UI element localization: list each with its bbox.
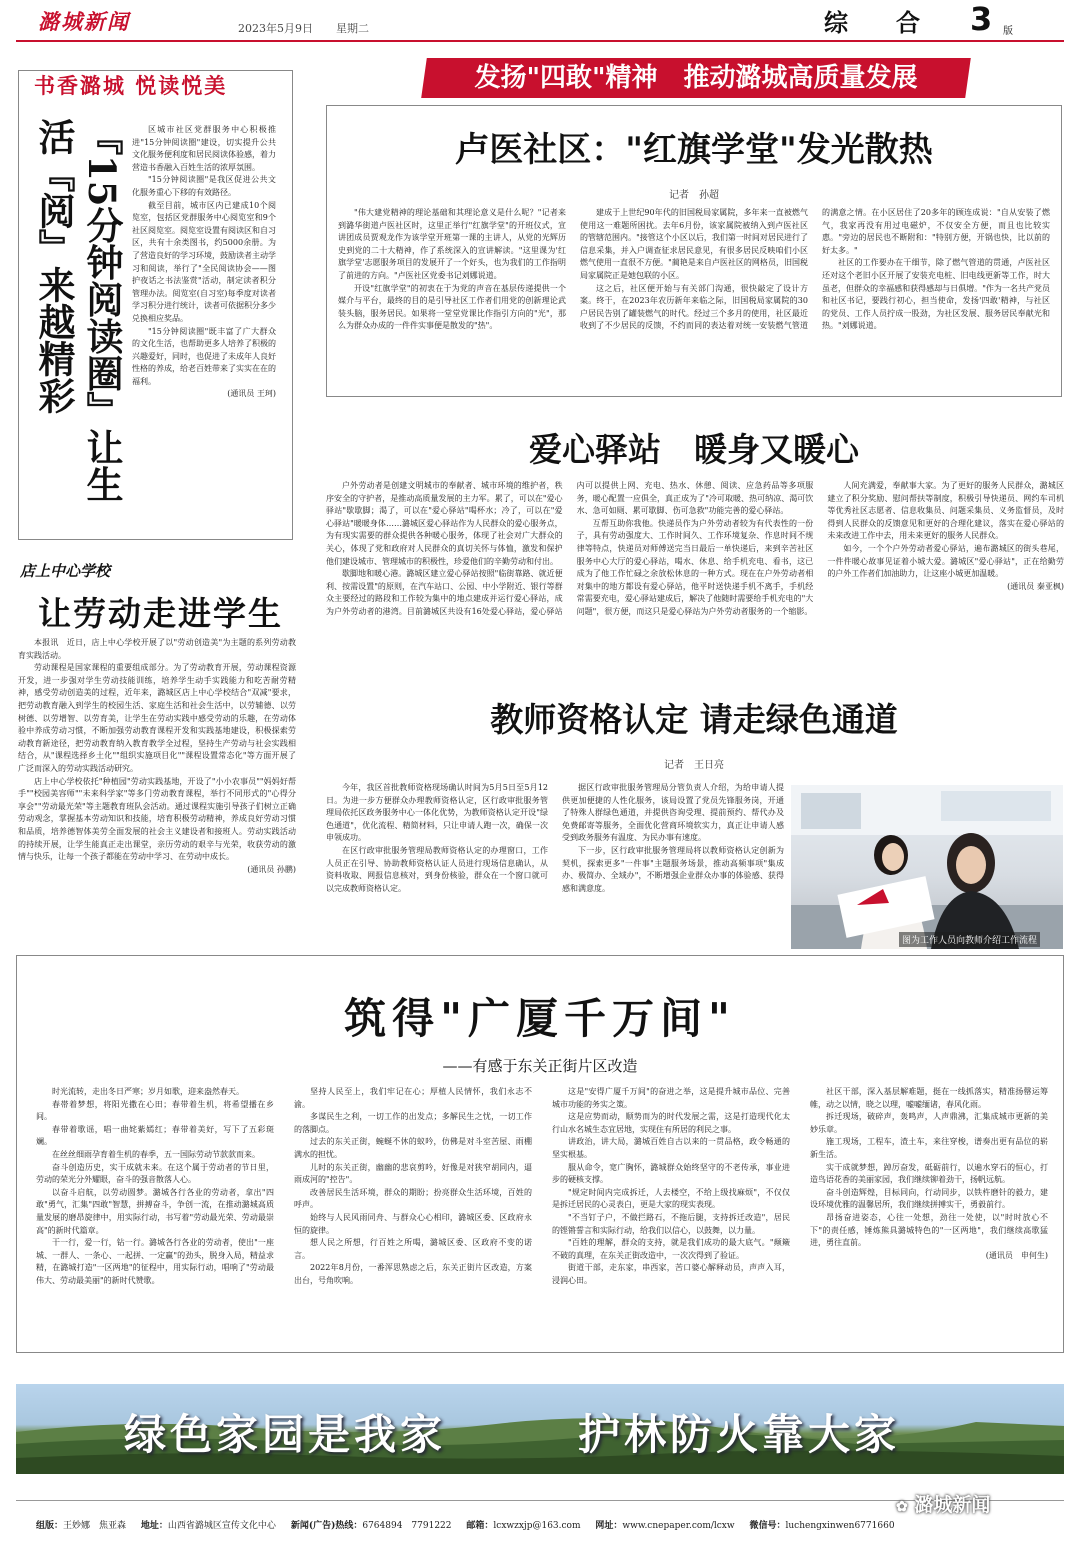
feature-para: "百姓的理解，群众的支持，就是我们成功的最大底气。"颠簸不破的真理，在东关正街改造中，一次次得到了验证。 xyxy=(552,1238,790,1260)
feature-para: 街道干部，走东家，串西家，苦口婆心解释动员，声声入耳，浸润心田。 xyxy=(552,1263,790,1285)
footer-web-label: 网址： xyxy=(595,1521,623,1531)
footer-editor: 王妙娜 焦亚森 xyxy=(63,1521,127,1531)
footer-phone-label: 新闻(广告)热线： xyxy=(290,1521,363,1531)
feature-body xyxy=(36,1086,1048,1342)
reading-para: 截至目前，城市区内已建成10个阅览室，包括区党群服务中心阅览室和9个社区阅览室。阅览室设置有阅读区和自习区，共有十余类图书，约5000余册。为了营造良好的学习环境，鼓励读者主动学习和阅读，举行了"全民阅读协会——图护夜话之书法鉴赏"活动，制定读者积分管理办法。阅览室(自习室)每季度对读者学习积分进行统计，读者可依据积分多少兑换相应奖品。 xyxy=(132,200,276,323)
feature-para: 社区干部，深入基层解难题，挺在一线抓落实，精准扬罄运筹帷，动之以情，晓之以理，嘘嘘缅诸，春风化雨。 xyxy=(810,1087,1048,1109)
paper-name: 潞城新闻 xyxy=(38,9,130,34)
feature-para: 在丝丝细雨孕育着生机的春季，五一国际劳动节款款而来。 xyxy=(52,1149,260,1159)
school-headline: 让劳动走进学生 xyxy=(38,594,283,633)
feature-para: 想人民之所想，行百姓之所喝，潞城区委、区政府不变的诺言。 xyxy=(294,1238,532,1260)
footer-email-label: 邮箱： xyxy=(466,1521,494,1531)
feature-para: 过去的东关正街，蜿蜒不休的蚁吟，仿佛是对斗室苦屋、雨棚满水的担忧。 xyxy=(294,1137,532,1159)
luyi-para: 开设"红旗学堂"的初衷在于为党的声音在基层传递提供一个媒介与平台，最终的目的是引导社区工作者们用党的创新理论武装头脑，服务居民。如果将一堂堂党课比作指引方向的"光"，那么为群众办成的一件件实事便是散发的"热"。 xyxy=(338,283,566,331)
masthead-rule xyxy=(16,40,1064,42)
reading-para: 区城市社区党群服务中心积极推进"15分钟阅读圈"建设，切实提升公共文化服务便利度和居民阅读体验感，着力营造书香融入百姓生活的浓厚氛围。 xyxy=(132,125,276,172)
watermark-text: 潞城新闻 xyxy=(914,1494,991,1516)
reading-body xyxy=(132,124,276,516)
feature-para: 奋斗创造辉煌，目标同向，行动同步，以铁杵磨针的毅力，建设环境优雅的温馨居所，我们继续拼搏实干，勇毅前行。 xyxy=(810,1187,1048,1210)
page-number: 3 xyxy=(970,0,993,38)
luyi-para: "伟大建党精神的理论基础和其理论意义是什么呢？"记者来到潞华街道卢医社区时，这里正举行"红旗学堂"的开班仪式，宣讲团成员贾观龙作为该学堂开班第一课的主讲人，从党的光辉历史到党的二十大精神，作了系统深入的宣讲解读。"这里课为'红旗学堂'志愿服务项目的发展开了一个好头，也为我们的工作指明了前进的方向。"卢医社区党委书记刘娜说道。 xyxy=(338,208,566,280)
aixin-headline: 爱心驿站 暖身又暖心 xyxy=(529,430,859,469)
feature-para: 拆迁现场，破碎声，轰鸣声，人声鼎沸，汇集成城市更新的美妙乐章。 xyxy=(810,1112,1048,1134)
aixin-body xyxy=(326,480,1064,676)
footer-phone: 6764894 7791222 xyxy=(362,1521,452,1531)
school-para: 本报讯 近日，店上中心学校开展了以"劳动创造美"为主题的系列劳动教育实践活动。 xyxy=(18,638,296,660)
footer-editor-label: 组版： xyxy=(36,1521,64,1531)
school-para: 店上中心学校依托"种植园"劳动实践基地，开设了"小小农事员""妈妈好帮手""校园美容师""未来科学家"等多门劳动教育课程，举行不同形式的"心得分享会""劳动最光荣"等主题教育班队会活动。通过课程实施引导孩子们树立正确劳动观念，掌握基本劳动知识和技能，培育积极劳动精神，养成良好劳动习惯和品质，培养德智体美劳全面发展的社会主义建设者和接班人。劳动实践活动的持续开展，让学生能真正走出课堂，亲历劳动的艰辛与光荣，收获劳动的激情与快乐，让每一个孩子都能在劳动中学习、在劳动中成长。 xyxy=(18,776,296,862)
school-signoff: (通讯员 孙鹏) xyxy=(247,864,296,874)
feature-para: 多谋民生之利，一切工作的出发点；多解民生之忧，一切工作的落脚点。 xyxy=(294,1112,532,1134)
issue-date: 2023年5月9日 xyxy=(238,22,313,35)
feature-para: 实干成就梦想，踔厉奋发，砥砺前行，以遍水穿石的恒心，打造鸟语花香的美丽家园，我们继续铆着劲干，扬帆远航。 xyxy=(810,1162,1048,1185)
teacher-photo xyxy=(791,785,1063,949)
school-para: 劳动课程是国家课程的重要组成部分。为了劳动教育开展，劳动课程资源开发，进一步强对学生劳动技能训练，培养学生动手实践能力和吃苦耐劳精神，感受劳动创造美的过程，近年来，潞城区店上中心学校结合"双减"要求，把劳动教育融入到学生的校园生活、家庭生活和社会生活中，以劳辅德、以劳树德、以劳增智、以劳育美，让学生在劳动实践中感受劳动的乐趣，在劳动体验中养成劳动习惯，不断加强劳动教育课程开发和实践基地建设，积极探索劳动教育新途径，把劳动教育纳入教育教学全过程，坚持生产劳动与社会实践相结合，从"课程选择乡土化""组织实施项目化""课程设置常态化"等方面开展了广泛而深入的劳动实践活动研究。 xyxy=(18,663,296,773)
feature-para: 春帯着梦想，将阳光撒在心田；春带着生机，将希望播在乡间。 xyxy=(36,1099,274,1122)
forest-slogan-left: 绿色家园是我家 xyxy=(124,1410,447,1459)
feature-para: 儿时的东关正街，幽幽的悲哀剪吟，好像是对狭窄胡同内，逼雨成河的"控告"。 xyxy=(294,1162,532,1185)
footer-address-label: 地址： xyxy=(140,1521,168,1531)
wechat-watermark xyxy=(896,1490,990,1517)
footer-wechat: luchengxinwen6771660 xyxy=(785,1521,895,1531)
teacher-byline: 记者 王日亮 xyxy=(664,760,724,771)
reading-column-title: 书香潞城 悦读悦美 xyxy=(34,73,228,98)
feature-para: 坚持人民至上，我们牢记在心；厚植人民情怀，我们永志不渝。 xyxy=(294,1087,532,1109)
feature-para: 这是应势而动，顺势而为的时代发展之需，这是打造现代化太行山水名城生态宜居地，实现住有所居的利民之事。 xyxy=(552,1112,790,1134)
aixin-para: 户外劳动者是创建文明城市的奉献者、城市环境的维护者，秩序安全的守护者，是推动高质量发展的主力军。累了，可以在"爱心驿站"歇歇脚；渴了，可以在"爱心驿站"喝杯水；冷了，可以在"爱心驿站"暖暖身体……潞城区爱心驿站作为人民群众的爱心服务点，为有现实需要的群众提供各种暖心服务，体现了社会对广大群众的关心，体现了党和政府对人民群众的真切关怀与体恤，激发和保护他们建设城市、管理城市的积极性，珍爱他们的辛勤劳动和付出。 xyxy=(326,481,563,566)
teacher-para: 在区行政审批服务管理局教师资格认定的办理窗口，工作人员正在引导、协助教师资格认证人员进行现场信息确认，从资料收取、网报信息核对，到身份核验，群众在一个窗口就可以完成教师资格认定。 xyxy=(326,845,548,893)
page-unit: 版 xyxy=(1003,26,1013,37)
luyi-body xyxy=(338,207,1050,391)
school-body xyxy=(18,637,296,949)
reading-headline: 『15分钟阅读圈』让生活『阅』来越精彩 xyxy=(32,118,124,503)
forest-slogan-right: 护林防火靠大家 xyxy=(578,1410,901,1459)
feature-para: "规定时间内完成拆迁，人去楼空，不给上级找麻烦"，不仅仅是拆迁居民的心灵表白，更是大家的现实表现。 xyxy=(552,1187,790,1210)
teacher-para: 据区行政审批服务管理局分管负责人介绍，为给申请人提供更加便捷的人性化服务，该局设置了党员先锋服务岗，开通了特殊人群绿色通道，并提供咨询受理、提前预约、帮代办及免费邮寄等服务，全面优化营商环境软实力，真正让申请人感受到政务服务有温度、为民办事有速度。 xyxy=(562,783,784,843)
footer-email[interactable]: lcxwzxjp@163.com xyxy=(493,1521,581,1531)
feature-para: 施工现场，工程车，渣土车，来往穿梭，谱奏出更有品位的崭新生活。 xyxy=(810,1137,1048,1159)
teacher-body xyxy=(326,782,784,948)
footer-wechat-label: 微信号： xyxy=(749,1521,786,1531)
footer xyxy=(36,1518,1066,1538)
forest-banner xyxy=(16,1384,1064,1474)
feature-para: 2022年8月份，一番浑思熟虑之后，东关正街片区改造，方案出台，号角吹响。 xyxy=(294,1263,532,1285)
issue-weekday: 星期二 xyxy=(336,22,369,35)
footer-web[interactable]: www.cnepaper.com/lcxw xyxy=(622,1521,735,1531)
luyi-para: 社区的工作要办在干细节，除了燃气管道的贯通，卢医社区还对这个老旧小区开展了安装充电桩、旧电线更新等工作，时大虽老，但群众的幸福感和获得感却与日俱增。"作为一名共产党员和社区书记，要践行初心，担当使命，发扬'四敢'精神，与社区的党员、工作人员拧成一股劲，为社区发展、服务居民奉献光和热。"刘娜说道。 xyxy=(822,258,1050,331)
feature-headline: 筑得"广厦千万间" xyxy=(344,994,736,1043)
reading-para: "15分钟阅读圈"既丰富了广大群众的文化生活，也帮助更多人培养了积极的兴趣爱好，同时，也促进了未成年人良好性格的养成，给老百姓带来了实实在在的福利。 xyxy=(132,326,276,386)
teacher-para: 下一步，区行政审批服务管理局将以教师资格认定创新为契机，探索更多"一件事"主题服务场景，推动高频事项"集成办、极简办、全域办"，不断增强企业群众办事的体验感、获得感和满意度。 xyxy=(562,845,784,893)
reading-signoff: (通讯员 王珂) xyxy=(227,389,276,399)
aixin-para: 互帮互助你我他。快递员作为户外劳动者较为有代表性的一份子，具有劳动强度大、工作时间久、工作环境复杂、作息时间不规律等特点，快递员对师傅送完当日最后一单快递后，来到辛苦社区服务中心大厅的爱心驿站，喝水、休息、给手机充电、看书，这已成为了他工作忙碌之余放松休息的一种方式。现在在户外劳动者相对集中的地方都设有爱心驿站，他平时送快递手机不离手，手机经常需要充电，爱心驿站建成后，解决了他随时需要给手机充电的"大问题"，很方便，而这只是爱心驿站为户外劳动者服务的一个缩影。 xyxy=(576,518,814,616)
feature-para: 讲政治，讲大局，潞城百姓自古以来的一贯品格，政令畅通的坚实根基。 xyxy=(552,1137,790,1159)
teacher-photo-caption: 图为工作人员向教师介绍工作流程 xyxy=(899,932,1040,947)
feature-para: 服从命令，宽广胸怀，潞城群众始终坚守的不老传承，事业进步的硬核支撑。 xyxy=(552,1162,790,1185)
feature-para: 昂扬奋进姿态，心往一处想，劲往一处使，以"时时放心不下"的责任感，锤炼熊具潞城特色的"一区两地"，我们继续高歌猛进，勇往直前。 xyxy=(810,1212,1048,1248)
section-name: 综 合 xyxy=(824,8,920,37)
footer-address: 山西省潞城区宣传文化中心 xyxy=(167,1521,276,1531)
feature-para: 奋斗创造历史，实干成就未来。在这个属于劳动者的节日里，劳动的荣光分外耀眼，奋斗的强音散落人心。 xyxy=(36,1162,274,1185)
aixin-para: 人间充满爱，奉献事大家。为了更好的服务人民群众，潞城区建立了积分奖励、慰问帮扶等制度，积极引导快递员、网约车司机等优秀社区志愿者、信息收集员、问题采集员、义务监督员，及时得到人民群众的反馈意见和更好的合理化建议，落实在爱心驿站的未来改进工作中去，用未来更好的服务人民群众。 xyxy=(827,481,1064,541)
luyi-headline: 卢医社区："红旗学堂"发光散热 xyxy=(455,130,933,170)
aixin-signoff: (通讯员 秦亚枫) xyxy=(1007,581,1064,591)
teacher-headline: 教师资格认定 请走绿色通道 xyxy=(490,700,898,739)
feature-para: 春带着歌谣，唱一曲姹紫嫣红；春带着美好，写下了五彩斑斓。 xyxy=(36,1124,274,1147)
aixin-para: 如今，一个个户外劳动者爱心驿站，遍布潞城区的街头巷尾，一件件暖心故事见证着小城大爱。潞城区"爱心驿站"，正在给勤劳的户外工作者们加油助力，让这座小城更加温暖。 xyxy=(827,543,1064,579)
feature-signoff: (通讯员 申何生) xyxy=(985,1250,1048,1260)
feature-para: 这是"安得广厦千万间"的奋进之举，这是提升城市品位、完善城市功能的务实之策。 xyxy=(552,1087,790,1109)
teacher-para: 今年，我区首批教师资格现场确认时间为5月5日至5月12日。为进一步方便群众办理教师资格认定，区行政审批服务管理局依托区政务服务中心一体化优势，为教师资格认定开设"绿色通道"，优化流程、精简材料，只让申请人跑一次，确保一次申领成功。 xyxy=(326,783,548,843)
feature-para: 始终与人民风雨同舟、与群众心心相印，潞城区委、区政府永恒的旋律。 xyxy=(294,1212,532,1235)
luyi-byline: 记者 孙超 xyxy=(669,190,719,201)
feature-subhead: ——有感于东关正街片区改造 xyxy=(442,1057,638,1075)
feature-para: 时光流转，走出冬日严寒；岁月如歌，迎来盎然春天。 xyxy=(52,1087,244,1096)
luyi-para: 建成于上世纪90年代的旧国税局家属院，多年来一直被燃气使用这一难题所困扰。去年6月份，该家属院被纳入到卢医社区的管辖范围内。"接管这个小区以后，我们第一时间对居民进行了信息采集，并入户调查征求居民意见，有很多居民反映咱们小区燃气使用一直很不方便。"蔺艳是来自卢医社区的网格员，旧国税局家属院正是她包联的小区。 xyxy=(580,208,808,280)
wechat-icon: ✿ xyxy=(896,1499,908,1515)
theme-banner-text: 发扬"四敢"精神 推动潞城高质量发展 xyxy=(474,63,918,93)
luyi-para: 这之后，社区便开始与有关部门沟通，很快敲定了设计方案。终于，在2023年农历新年来临之际，旧国税局家属院的30户居民告别了罐装燃气的时代。经过三个多月的使用，社区最近收到了不少居民的反馈，不约而同的表达着对统一安装燃气管道的满意之情。在小区居住了20多年的顾连成说："自从安装了燃气，我家再没有用过电磁炉，不仅安全方便，而且也比较实惠。"旁边的居民也不断附和："特别方便，开锅也快，比以前的好太多。" xyxy=(580,208,1050,331)
feature-para: 改善居民生活环境，群众的期盼；扮亮群众生活环境，百姓的呼声。 xyxy=(294,1187,532,1210)
reading-para: "15分钟阅读圈"是我区促进公共文化服务重心下移的有效路径。 xyxy=(132,175,276,197)
aixin-para: 歇脚地和暖心港。潞城区建立爱心驿站按照"临街靠路、就近便利、按需设置"的原则，在汽车站口、公园、中小学附近、银行等群众主要经过的路段和工作较为集中的地点建成并运行爱心驿站，成为户外劳动者的港湾。目前潞城区共设有16处爱心驿站，爱心驿站内可以提供上网、充电、热水、休憩、阅读、应急药品等多项服务，暖心配置一应俱全，真正成为了"冷可取暖、热可纳凉、渴可饮水、急可如厕、累可歇脚、伤可急救"功能完善的爱心驿站。 xyxy=(326,481,814,616)
school-kicker: 店上中心学校 xyxy=(20,562,111,580)
masthead xyxy=(0,0,1080,44)
teacher-photo-scene xyxy=(791,785,1063,949)
feature-para: 以奋斗启航，以劳动圆梦。潞城各行各业的劳动者，拿出"四敢"勇气，汇集"四敢"智慧，拼搏奋斗，争创一流，在推动潞城高质量发展的磨昂旋律中，用实际行动，书写着"劳动最光荣、劳动最崇高"的新时代篇章。 xyxy=(36,1187,274,1235)
feature-para: "不当钉子户，不做拦路石，不拖后腿，支持拆迁改造"，居民的铿锵誓言和实际行动，给我们以信心，以鼓舞，以力量。 xyxy=(552,1212,790,1235)
feature-para: 干一行，爱一行，钻一行。潞城各行各业的劳动者，使出"一座城、一群人、一条心、一起拼、一定赢"的劲头，脱身入局，精益求精，在潞城打造"一区两地"的征程中，用实际行动，唱响了"劳动最伟大、劳动最美丽"的新时代赞歌。 xyxy=(36,1238,274,1285)
